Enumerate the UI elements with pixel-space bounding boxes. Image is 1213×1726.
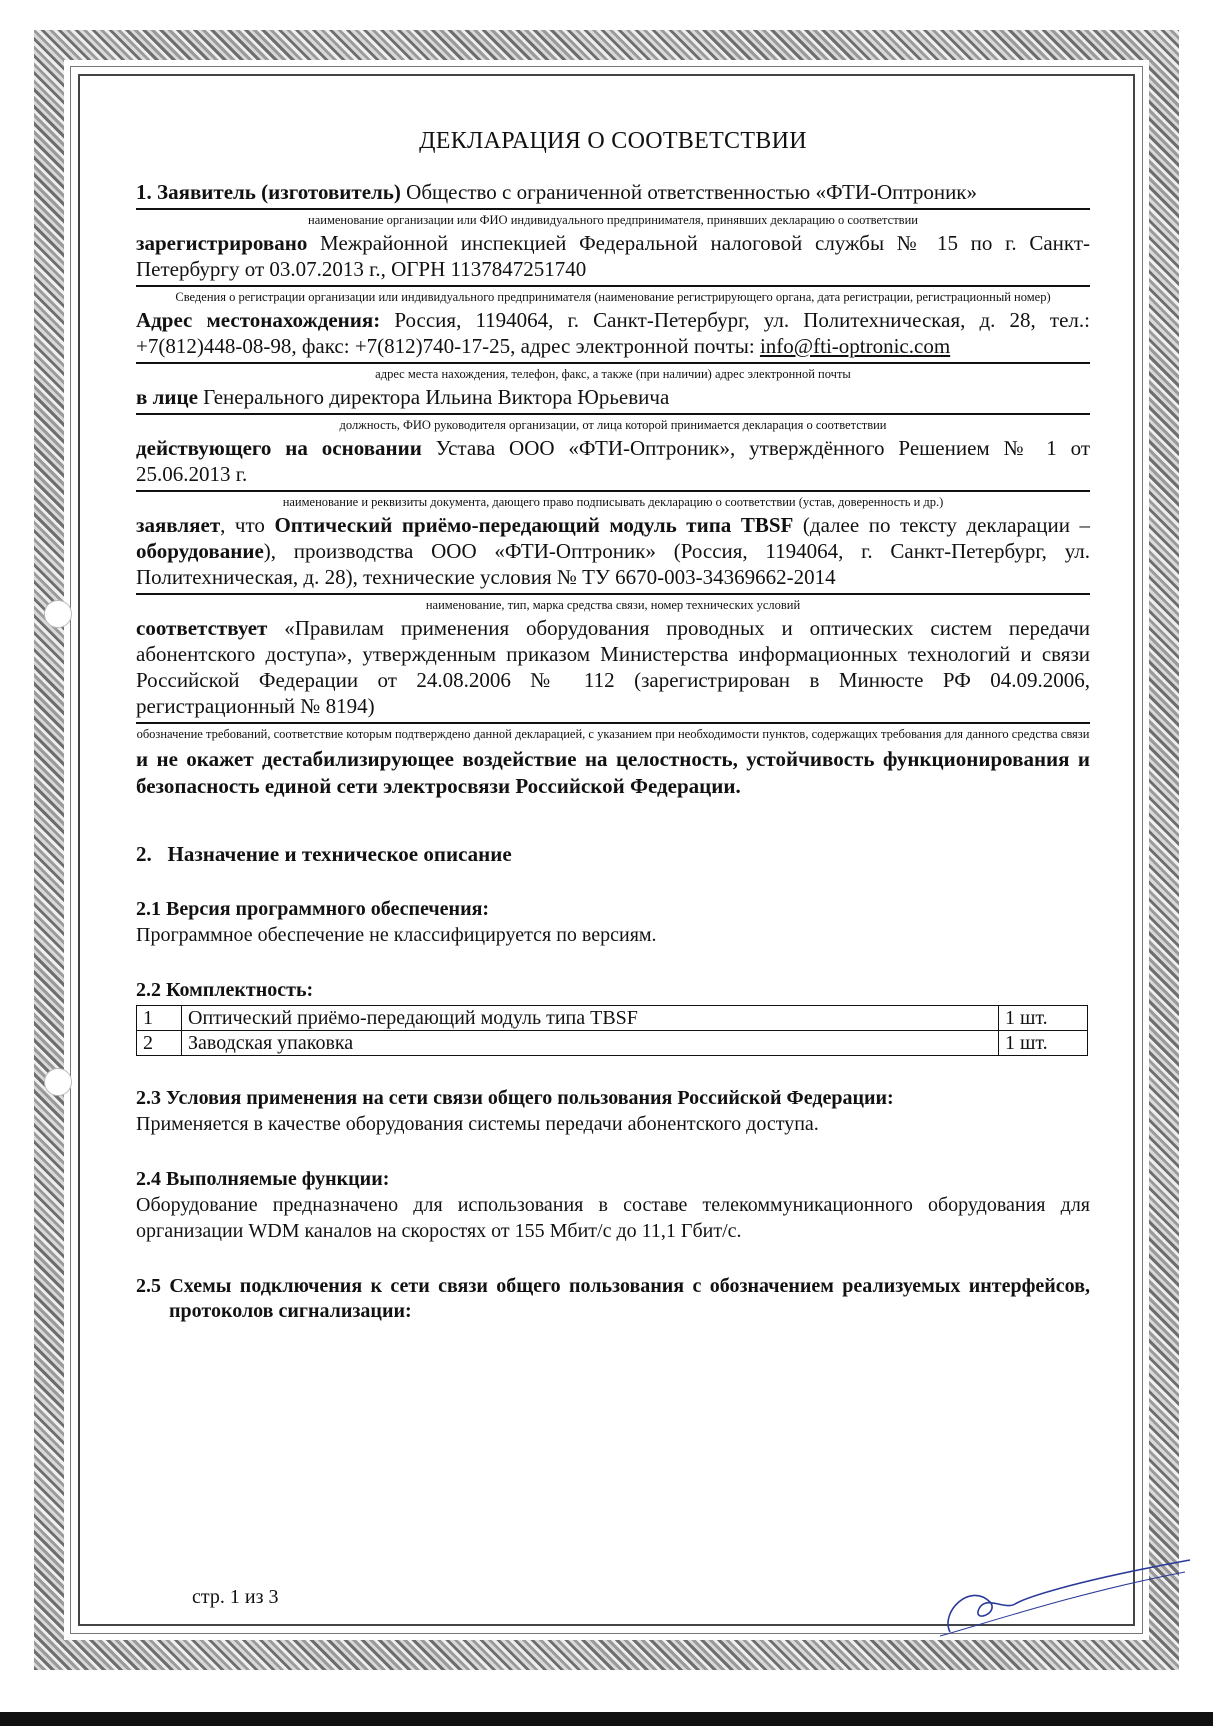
- s23-heading: 2.3 Условия применения на сети связи общего пользования Российской Федерации:: [136, 1087, 894, 1109]
- section-number: 2.: [136, 842, 152, 866]
- item-qty: 1 шт.: [999, 1031, 1088, 1056]
- complies-hint: обозначение требований, соответствие которым подтверждено данной декларацией, с указанием при необходимости пунктов, содержащих требования для данного средства связи: [136, 727, 1090, 741]
- punch-hole: [44, 600, 72, 628]
- complies-field: [136, 615, 1090, 724]
- s24-text: Оборудование предназначено для использования в составе телекоммуникационного оборудования для организации WDM каналов на скоростях от 155 Мбит/с до 11,1 Гбит/с.: [136, 1194, 1090, 1242]
- item-qty: 1 шт.: [999, 1006, 1088, 1031]
- row-number: 2: [137, 1031, 182, 1056]
- table-row: [137, 1006, 1088, 1031]
- applicant-field: [136, 179, 1090, 210]
- basis-label: действующего на основании: [136, 436, 422, 460]
- represented-label: в лице: [136, 385, 198, 409]
- s24-heading: 2.4 Выполняемые функции:: [136, 1168, 390, 1190]
- declares-label: заявляет: [136, 513, 221, 537]
- equipment-term: оборудование: [136, 539, 264, 563]
- product-name: Оптический приёмо-передающий модуль типа TBSF: [274, 513, 794, 537]
- scan-edge: [0, 1712, 1213, 1726]
- stability-statement: и не окажет дестабилизирующее воздействие на целостность, устойчивость функционирования и безопасность единой сети электросвязи Российской Федерации.: [136, 747, 1090, 798]
- s21-heading: 2.1 Версия программного обеспечения:: [136, 898, 490, 920]
- registered-label: зарегистрировано: [136, 231, 308, 255]
- declares-text: , что: [220, 513, 275, 537]
- row-number: 1: [137, 1006, 182, 1031]
- declares-hint: наименование, тип, марка средства связи, номер технических условий: [425, 598, 801, 612]
- address-value: Россия, 1194064, г. Санкт-Петербург, ул. Политехническая, д. 28, тел.: +7(812)448-08-98, факс: +7(812)740-17-25, адрес электронной почты:: [136, 308, 1090, 358]
- item-name: Оптический приёмо-передающий модуль типа TBSF: [182, 1006, 999, 1031]
- registered-value: Межрайонной инспекцией Федеральной налоговой службы № 15 по г. Санкт-Петербургу от 03.07.2013 г., ОГРН 1137847251740: [136, 231, 1090, 281]
- basis-field: [136, 435, 1090, 492]
- complies-label: соответствует: [136, 616, 268, 640]
- section-2-heading: [136, 842, 1090, 867]
- s25-heading: 2.5 Схемы подключения к сети связи общего пользования с обозначением реализуемых интерфейсов, протоколов сигнализации:: [136, 1275, 1090, 1322]
- basis-hint: наименование и реквизиты документа, дающего право подписывать декларацию о соответствии (устав, доверенность и др.): [282, 495, 944, 509]
- page-number: стр. 1 из 3: [192, 1586, 279, 1608]
- represented-hint: должность, ФИО руководителя организации, от лица которой принимается декларация о соответствии: [339, 418, 887, 432]
- applicant-hint: наименование организации или ФИО индивидуального предпринимателя, принявших декларацию о соответствии: [308, 213, 918, 227]
- s22-heading: 2.2 Комплектность:: [136, 979, 314, 1001]
- registered-field: [136, 230, 1090, 287]
- complies-value: «Правилам применения оборудования проводных и оптических систем передачи абонентского доступа», утвержденным приказом Министерства информационных технологий и связи Российской Федерации от 24.08.2006 № 112 (зарегистрирован в Минюсте РФ 04.09.2006, регистрационный № 8194): [136, 616, 1090, 718]
- address-hint: адрес места нахождения, телефон, факс, а также (при наличии) адрес электронной почты: [375, 367, 851, 381]
- declares-text: (далее по тексту декларации –: [793, 513, 1090, 537]
- declaration-document: [136, 128, 1090, 1324]
- address-field: [136, 307, 1090, 364]
- declares-text: ), производства ООО «ФТИ-Оптроник» (Россия, 1194064, г. Санкт-Петербург, ул. Политехническая, д. 28), технические условия № ТУ 6670-003-34369662-2014: [136, 539, 1090, 589]
- email-link[interactable]: info@fti-optronic.com: [759, 334, 951, 358]
- punch-hole: [44, 1068, 72, 1096]
- section-number: 1.: [136, 180, 152, 204]
- applicant-label: Заявитель (изготовитель): [157, 180, 401, 204]
- document-title: ДЕКЛАРАЦИЯ О СООТВЕТСТВИИ: [419, 128, 807, 154]
- represented-field: [136, 384, 1090, 415]
- s23-text: Применяется в качестве оборудования системы передачи абонентского доступа.: [136, 1113, 819, 1135]
- kit-table: [136, 1005, 1088, 1056]
- address-label: Адрес местонахождения:: [136, 308, 381, 332]
- basis-value: Устава ООО «ФТИ-Оптроник», утверждённого Решением № 1 от 25.06.2013 г.: [136, 436, 1090, 486]
- represented-value: Генерального директора Ильина Виктора Юрьевича: [197, 385, 670, 409]
- applicant-value: Общество с ограниченной ответственностью «ФТИ-Оптроник»: [400, 180, 978, 204]
- registered-hint: Сведения о регистрации организации или индивидуального предпринимателя (наименование регистрирующего органа, дата регистрации, регистрационный номер): [175, 290, 1051, 304]
- declares-field: [136, 512, 1090, 595]
- signature-image: [930, 1552, 1200, 1642]
- s21-text: Программное обеспечение не классифицируется по версиям.: [136, 924, 657, 946]
- item-name: Заводская упаковка: [182, 1031, 999, 1056]
- table-row: [137, 1031, 1088, 1056]
- section-2-title: Назначение и техническое описание: [167, 842, 512, 866]
